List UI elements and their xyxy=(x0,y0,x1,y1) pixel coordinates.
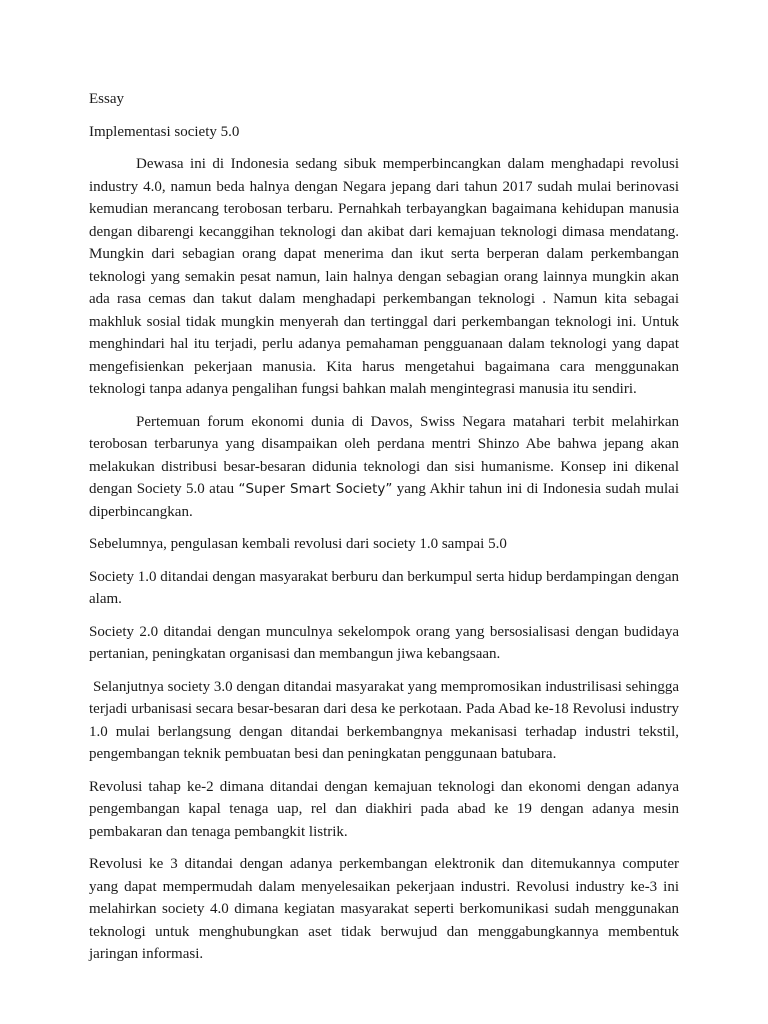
paragraph-6: Selanjutnya society 3.0 dengan ditandai masyarakat yang mempromosikan industrilisasi sehingga terjadi urbanisasi secara besar-besaran dari desa ke perkotaan. Pada Abad ke-18 Revolusi industry 1.0 mulai berlangsung dengan ditandai berkembangnya mekanisasi terhadap industri tekstil, pengembangan teknik pembuatan besi dan peningkatan penggunaan batubara. xyxy=(89,678,679,762)
paragraph-3: Sebelumnya, pengulasan kembali revolusi dari society 1.0 sampai 5.0 xyxy=(89,536,507,552)
paragraph-2-text: Pertemuan forum ekonomi dunia di Davos, Swiss Negara matahari terbit melahirkan terobosan terbarunya yang disampaikan oleh perdana mentri Shinzo Abe bahwa jepang akan melakukan distribusi besar-besaran didunia teknologi dan sisi humanisme. Konsep ini dikenal dengan Society 5.0 atau xyxy=(89,413,679,497)
paragraph-4: Society 1.0 ditandai dengan masyarakat berburu dan berkumpul serta hidup berdampingan dengan alam. xyxy=(89,568,679,607)
paragraph-8: Revolusi ke 3 ditandai dengan adanya perkembangan elektronik dan ditemukannya computer yang dapat mempermudah dalam menyelesaikan pekerjaan industri. Revolusi industry ke-3 ini melahirkan society 4.0 dimana kegiatan masyarakat seperti berkomunikasi sudah menggunakan teknologi untuk menghubungkan aset tidak berwujud dan menggabungkannya membentuk jaringan informasi. xyxy=(89,856,679,962)
paragraph-2-text-end: yang Akhir tahun ini di Indonesia sudah mulai diperbincangkan. xyxy=(89,481,679,520)
paragraph-5: Society 2.0 ditandai dengan munculnya sekelompok orang yang bersosialisasi dengan budidaya pertanian, peningkatan organisasi dan membangun jiwa kebangsaan. xyxy=(89,623,679,662)
document-body xyxy=(89,88,679,976)
paragraph-2 xyxy=(89,411,679,524)
paragraph-1: Dewasa ini di Indonesia sedang sibuk memperbincangkan dalam menghadapi revolusi industry 4.0, namun beda halnya dengan Negara jepang dari tahun 2017 sudah mulai berinovasi kemudian merancang terobosan terbaru. Pernahkah terbayangkan bagaimana kehidupan manusia dengan dibarengi kecanggihan teknologi dan akibat dari kemajuan teknologi dimasa mendatang. Mungkin dari sebagian orang dapat menerima dan ikut serta berperan dalam perkembangan teknologi yang semakin pesat namun, lain halnya dengan sebagian orang lainnya mungkin akan ada rasa cemas dan takut dalam menghadapi perkembangan teknologi . Namun kita sebagai makhluk sosial tidak mungkin menyerah dan tertinggal dari perkembangan teknologi ini. Untuk menghindari hal itu terjadi, perlu adanya pemahaman pengguanaan dalam teknologi yang dapat mengefisienkan pekerjaan manusia. Kita harus mengetahui bagaimana cara menggunakan teknologi tanpa adanya pengalihan fungsi bahkan malah mengintegrasi manusia itu sendiri. xyxy=(89,156,679,397)
super-smart-society-quote: “Super Smart Society” xyxy=(238,481,393,497)
document-label: Essay xyxy=(89,91,124,107)
document-title: Implementasi society 5.0 xyxy=(89,123,240,140)
paragraph-7: Revolusi tahap ke-2 dimana ditandai dengan kemajuan teknologi dan ekonomi dengan adanya pengembangan kapal tenaga uap, rel dan diakhiri pada abad ke 19 dengan adanya mesin pembakaran dan tenaga pembangkit listrik. xyxy=(89,778,679,840)
